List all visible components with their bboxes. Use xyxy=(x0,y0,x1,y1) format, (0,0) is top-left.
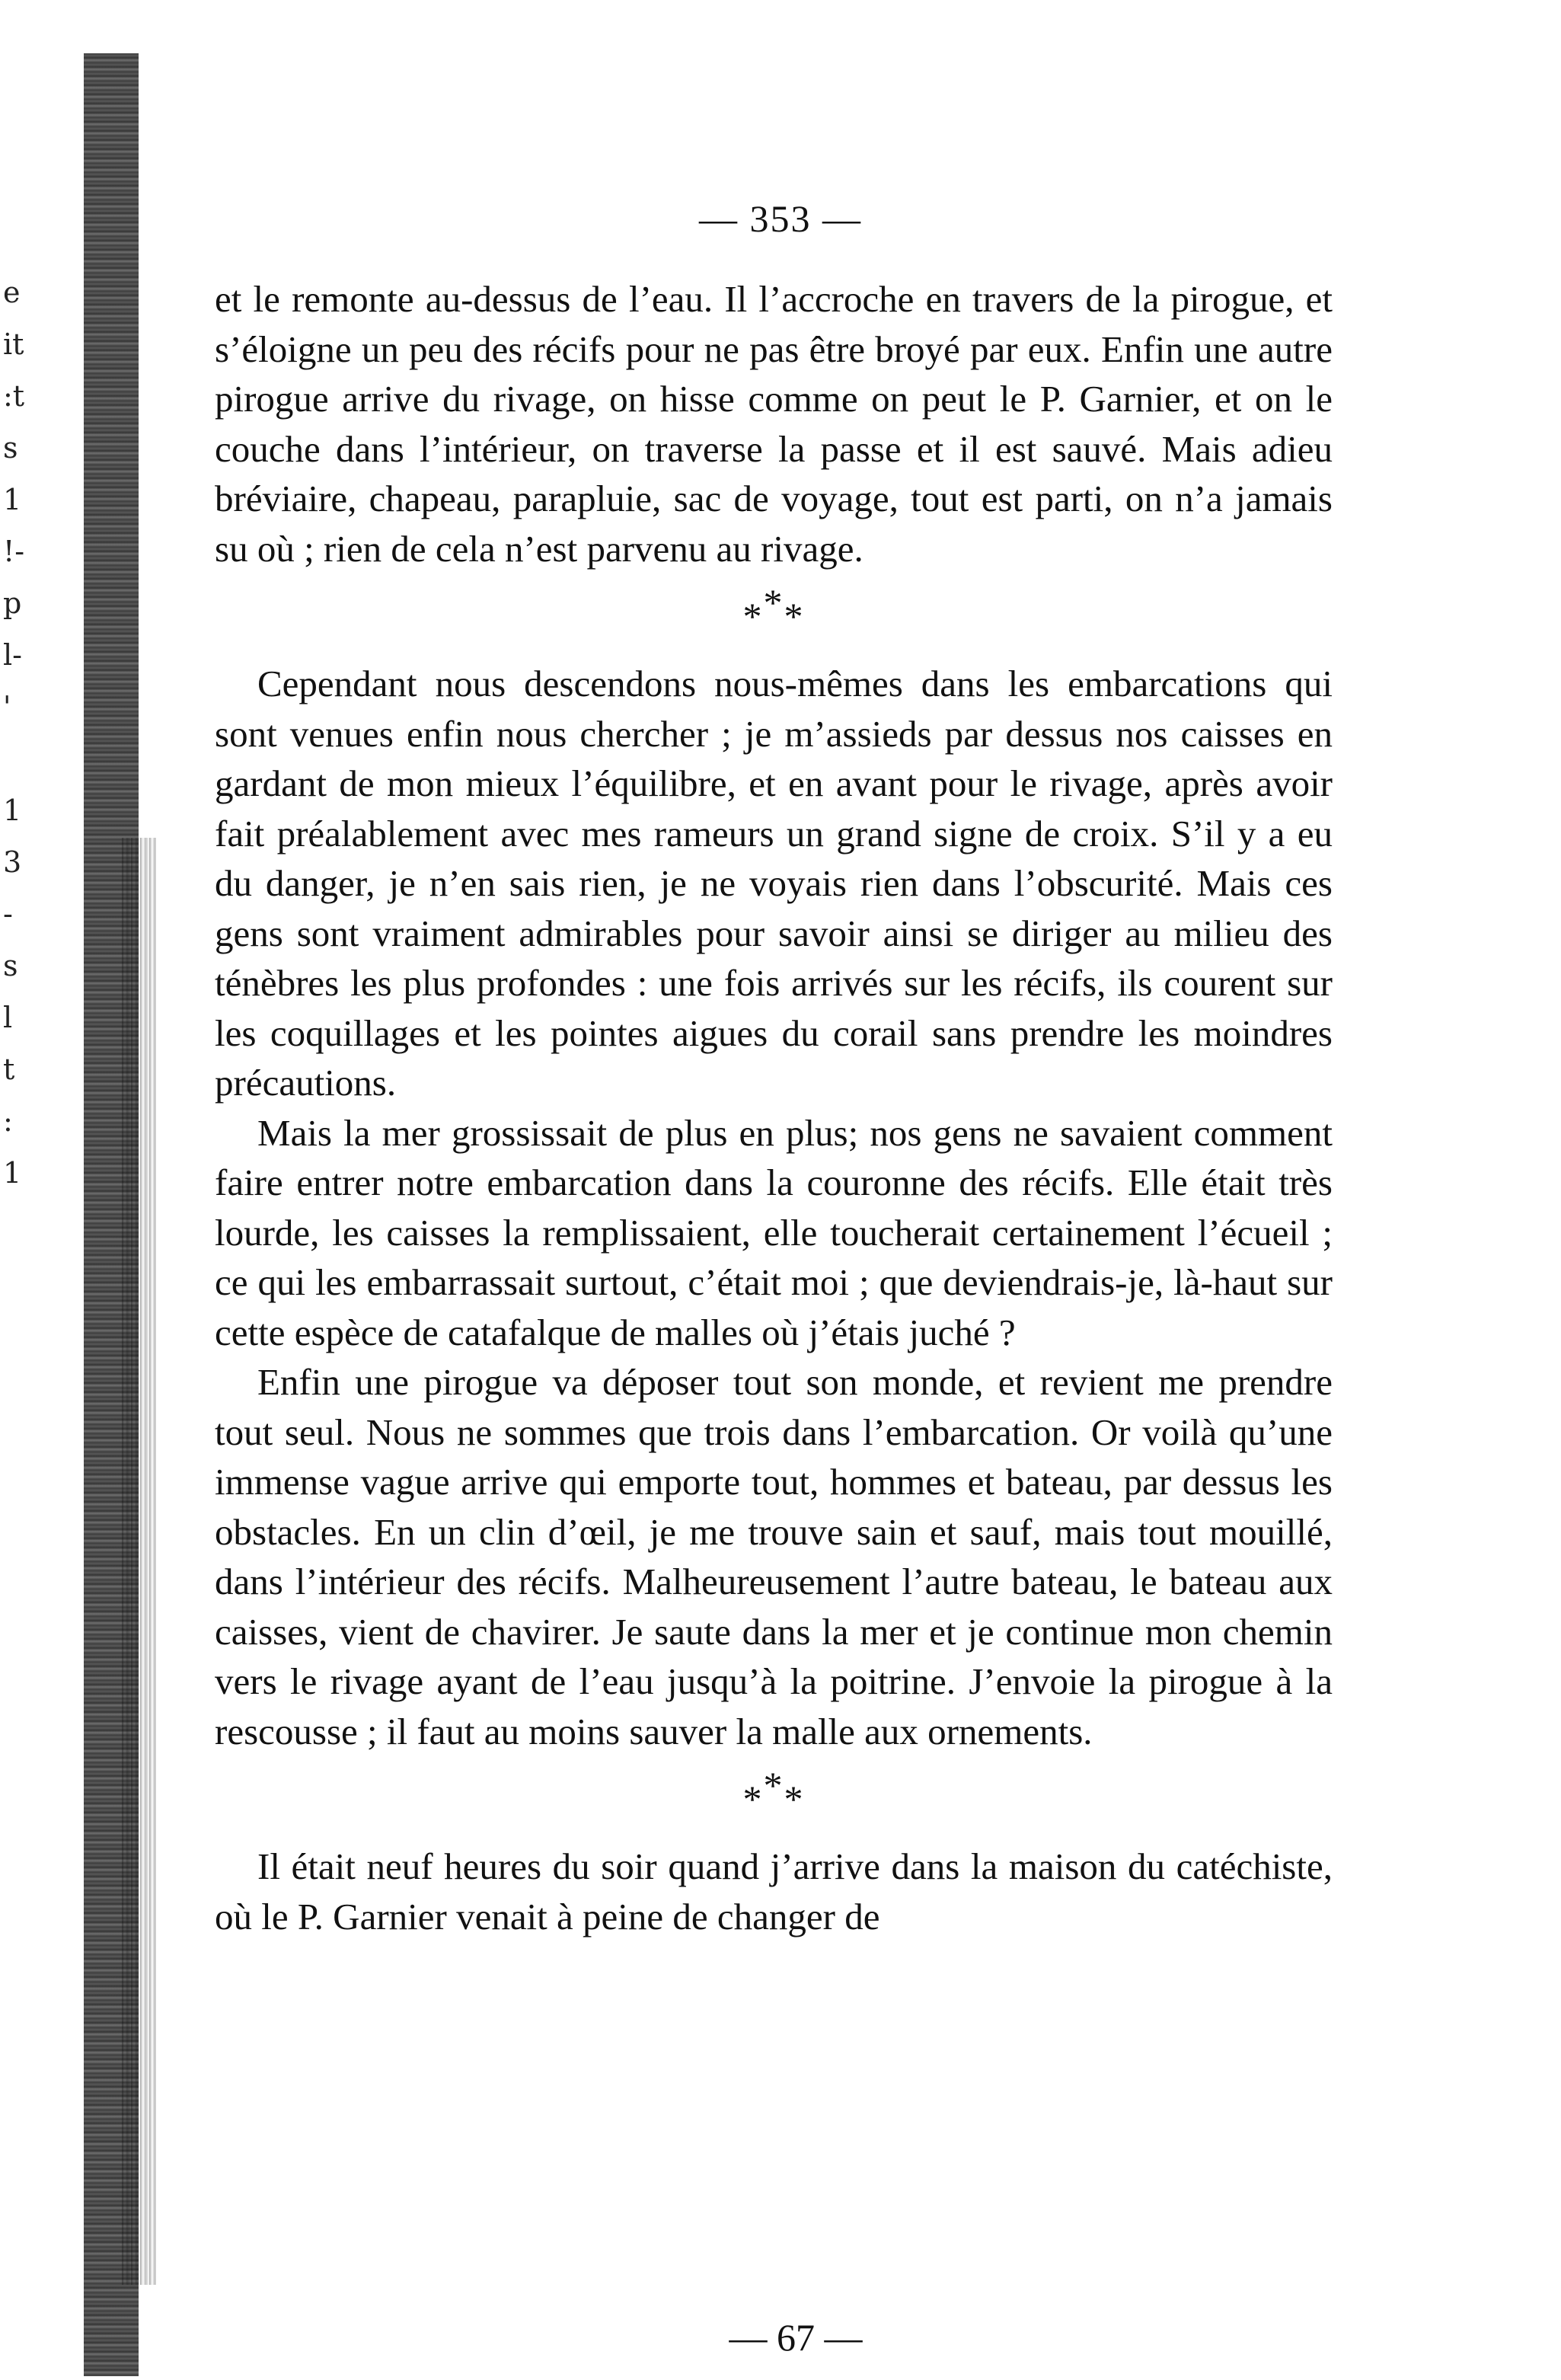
margin-fragment: s xyxy=(3,949,18,982)
page-number: — 353 — xyxy=(699,197,862,240)
signature-mark: — 67 — xyxy=(729,2316,863,2359)
margin-fragment: it xyxy=(3,327,24,361)
margin-fragment: 1 xyxy=(3,1156,22,1190)
body-text xyxy=(215,274,1333,1941)
margin-fragment xyxy=(3,733,49,784)
paragraph-continued: et le remonte au-dessus de l’eau. Il l’accroche en travers de la pirogue, et s’éloigne un peu des récifs pour ne pas être broyé par eux. Enfin une autre pirogue arrive du rivage, on hisse comme on peut le P. Garnier, et on le couche dans l’intérieur, on traverse la passe et il est sauvé. Mais adieu bréviaire, chapeau, parapluie, sac de voyage, tout est parti, on n’a jamais su où ; rien de cela n’est parvenu au rivage. xyxy=(215,278,1333,570)
asterism-left-star: * xyxy=(742,595,764,637)
asterism-top-star: * xyxy=(763,1764,784,1807)
asterism-left-star: * xyxy=(742,1778,764,1820)
margin-fragment: 1 xyxy=(3,794,22,827)
binding-gutter-speckle xyxy=(122,838,156,2285)
paragraph: Mais la mer grossissait de plus en plus; nos gens ne savaient comment faire entrer notre embarcation dans la couronne des récifs. Elle était très lourde, les caisses la remplissaient, elle toucherait certainement l’écueil ; ce qui les embarrassait surtout, c’était moi ; que deviendrais-je, là-haut sur cette espèce de catafalque de malles où j’étais juché ? xyxy=(215,1111,1333,1353)
margin-fragment: l xyxy=(3,1001,13,1034)
paragraph: Il était neuf heures du soir quand j’arrive dans la maison du catéchiste, où le P. Garnier venait à peine de changer de xyxy=(215,1845,1333,1938)
margin-fragment: : xyxy=(3,1104,13,1138)
margin-fragment: :t xyxy=(3,379,25,413)
margin-fragment: !- xyxy=(3,535,25,568)
margin-fragment: t xyxy=(3,1053,15,1086)
margin-fragment: l- xyxy=(3,638,22,672)
asterism-right-star: * xyxy=(784,1778,805,1820)
margin-fragment: s xyxy=(3,431,18,465)
margin-fragment: - xyxy=(3,897,13,931)
margin-fragment: ' xyxy=(3,690,11,724)
margin-fragment: p xyxy=(3,586,22,620)
asterism-top-star: * xyxy=(763,581,784,624)
margin-fragment: e xyxy=(3,276,21,309)
facing-page-fragments xyxy=(3,267,49,1199)
margin-fragment: 1 xyxy=(3,483,22,516)
margin-fragment: 3 xyxy=(3,845,22,879)
paragraph: Cependant nous descendons nous-mêmes dans les embarcations qui sont venues enfin nous chercher ; je m’assieds par dessus nos caisses en gardant de mon mieux l’équilibre, et en avant pour le rivage, après avoir fait préalablement avec mes rameurs un grand signe de croix. S’il y a eu du danger, je n’en sais rien, je ne voyais rien dans l’obscurité. Mais ces gens sont vraiment admirables pour savoir ainsi se diriger au milieu des ténèbres les plus profondes : une fois arrivés sur les récifs, ils courent sur les coquillages et les pointes aigues du corail sans prendre les moindres précautions. xyxy=(215,663,1333,1104)
section-asterism xyxy=(215,581,1333,639)
paragraph: Enfin une pirogue va déposer tout son monde, et revient me prendre tout seul. Nous ne sommes que trois dans l’embarcation. Or voilà qu’une immense vague arrive qui emporte tout, hommes et bateau, par dessus les obstacles. En un clin d’œil, je me trouve sain et sauf, mais tout mouillé, dans l’intérieur des récifs. Malheureusement l’autre bateau, le bateau aux caisses, vient de chavirer. Je saute dans la mer et je continue mon chemin vers le rivage ayant de l’eau jusqu’à la poitrine. J’envoie la pirogue à la rescousse ; il faut au moins sauver la malle aux ornements. xyxy=(215,1361,1333,1752)
section-asterism xyxy=(215,1764,1333,1822)
asterism-right-star: * xyxy=(784,595,805,637)
